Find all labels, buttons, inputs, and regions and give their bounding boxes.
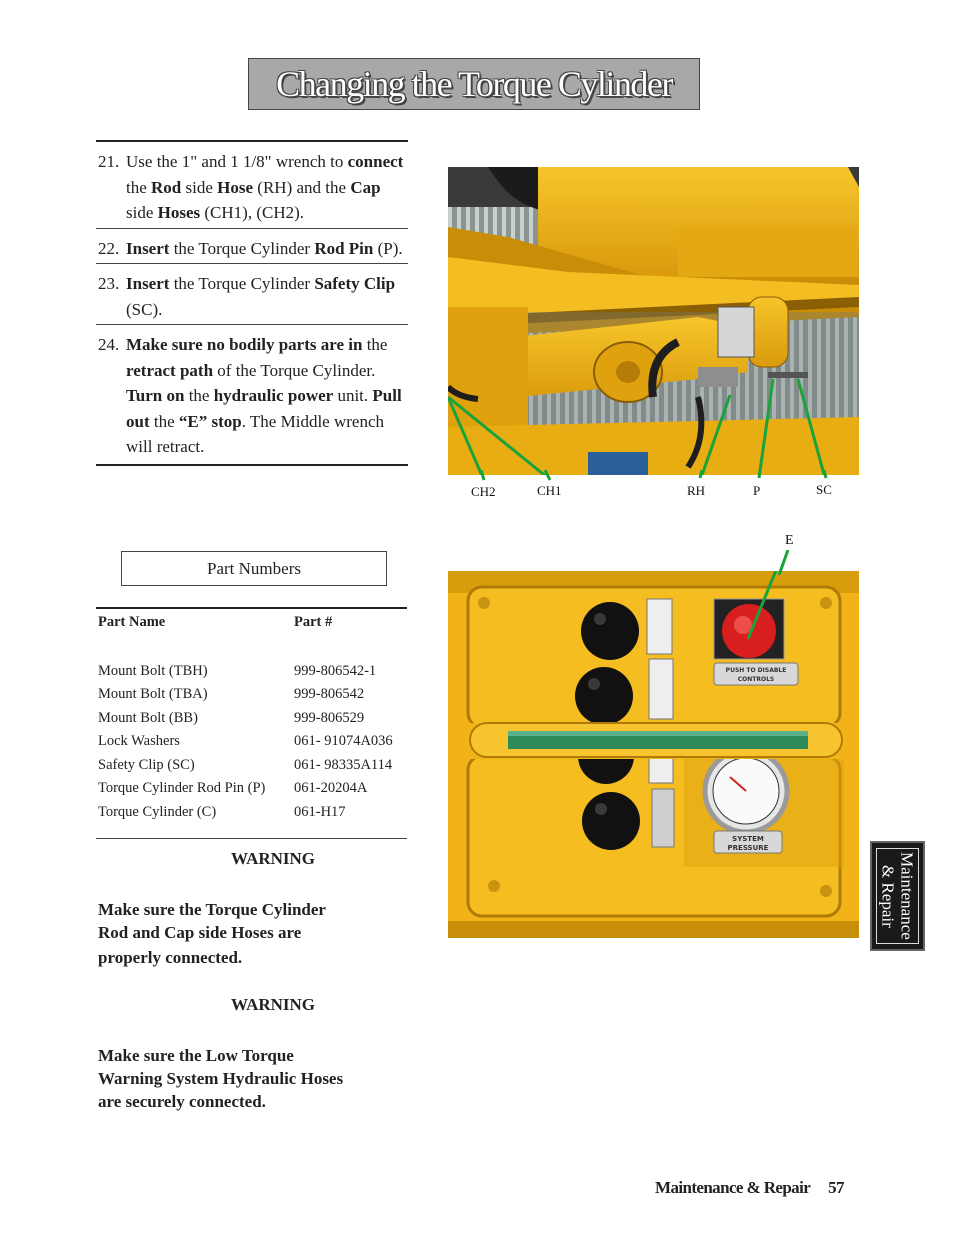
part-number-cell: 999-806529 — [294, 709, 365, 726]
side-tab-label: Maintenance & Repair — [878, 852, 917, 940]
controls-plate: CONTROLS — [737, 676, 775, 683]
warning-1-line: properly connected. — [98, 948, 243, 967]
pressure-plate: PRESSURE — [727, 844, 769, 852]
step-number: 22. — [98, 238, 120, 258]
part-number-cell: 061-20204A — [294, 780, 368, 796]
part-number-cell: 061-H17 — [294, 803, 346, 820]
parts-table-header — [96, 611, 407, 635]
page-number: 57 — [828, 1178, 844, 1197]
section-side-tab — [870, 841, 925, 951]
table-row — [96, 754, 407, 778]
warning-1-line: Make sure the Torque Cylinder — [98, 900, 326, 919]
warning-1-title: WARNING — [230, 849, 316, 868]
parts-table-body — [96, 660, 407, 825]
step-text: Make sure no bodily parts are in the retract path of the Torque Cylinder. Turn on the hydraulic power unit. Pull out the “E” stop. The Middle wrench will retract. — [126, 335, 402, 456]
step-text: Insert the Torque Cylinder Safety Clip (SC). — [126, 274, 396, 319]
step-number: 23. — [98, 274, 120, 293]
callout-sc: SC — [816, 482, 832, 497]
push-disable-plate: PUSH TO DISABLE — [725, 667, 787, 674]
header-part-name: Part Name — [98, 614, 166, 630]
part-number-cell: 061- 91074A036 — [294, 733, 393, 749]
warning-1-body — [98, 898, 398, 969]
step-21 — [96, 142, 408, 229]
callout-ch2: CH2 — [471, 484, 496, 499]
step-22 — [96, 229, 408, 265]
step-number: 24. — [98, 335, 120, 354]
warning-2-title: WARNING — [230, 995, 316, 1014]
system-plate: SYSTEM — [732, 835, 764, 843]
part-name-cell: Mount Bolt (TBH) — [98, 662, 208, 679]
part-name-cell: Torque Cylinder (C) — [98, 803, 217, 820]
table-row — [96, 707, 407, 731]
part-name-cell: Lock Washers — [98, 733, 180, 749]
callout-leader-tails — [448, 470, 859, 486]
part-name-cell: Safety Clip (SC) — [98, 756, 195, 773]
callout-rh: RH — [687, 483, 706, 498]
part-name-cell: Mount Bolt (TBA) — [98, 686, 208, 702]
table-row — [96, 730, 407, 754]
page-footer — [655, 1178, 844, 1198]
part-name-cell: Mount Bolt (BB) — [98, 709, 198, 726]
table-row — [96, 801, 407, 825]
instruction-steps — [96, 140, 408, 466]
part-number-cell: 999-806542-1 — [294, 662, 377, 679]
table-row — [96, 777, 407, 801]
page-title: Changing the Torque Cylinder — [276, 64, 672, 104]
part-number-cell: 999-806542 — [294, 686, 365, 702]
warning-2-body — [98, 1044, 398, 1113]
step-24 — [96, 325, 408, 464]
page-title-banner — [248, 58, 700, 110]
step-text: Use the 1" and 1 1/8" wrench to connect the Rod side Hose (RH) and the Cap side Hoses (CH1), (CH2). — [126, 152, 404, 222]
torque-cylinder-photo — [448, 167, 859, 475]
warning-2-line: are securely connected. — [98, 1092, 266, 1111]
part-number-cell: 061- 98335A114 — [294, 756, 393, 773]
warning-2-line: Warning System Hydraulic Hoses — [98, 1069, 344, 1088]
part-numbers-text: Part Numbers — [207, 558, 301, 578]
table-row — [96, 660, 407, 684]
step-23 — [96, 264, 408, 325]
step-number: 21. — [98, 152, 120, 171]
footer-section: Maintenance & Repair — [655, 1178, 811, 1197]
callout-e-leader-top — [740, 550, 800, 575]
callout-ch1: CH1 — [537, 483, 562, 498]
torque-cylinder-illustration — [448, 167, 859, 475]
warning-1-line: Rod and Cap side Hoses are — [98, 923, 302, 942]
parts-table — [96, 607, 407, 839]
callout-p: P — [753, 483, 761, 498]
control-panel-illustration — [448, 571, 859, 938]
callout-e: E — [785, 533, 794, 548]
table-row — [96, 683, 407, 707]
control-panel-photo — [448, 571, 859, 938]
part-numbers-label — [121, 551, 387, 586]
warning-2-line: Make sure the Low Torque — [98, 1046, 294, 1065]
part-name-cell: Torque Cylinder Rod Pin (P) — [98, 780, 266, 796]
header-part-number: Part # — [294, 614, 333, 630]
step-text: Insert the Torque Cylinder Rod Pin (P). — [126, 238, 403, 258]
